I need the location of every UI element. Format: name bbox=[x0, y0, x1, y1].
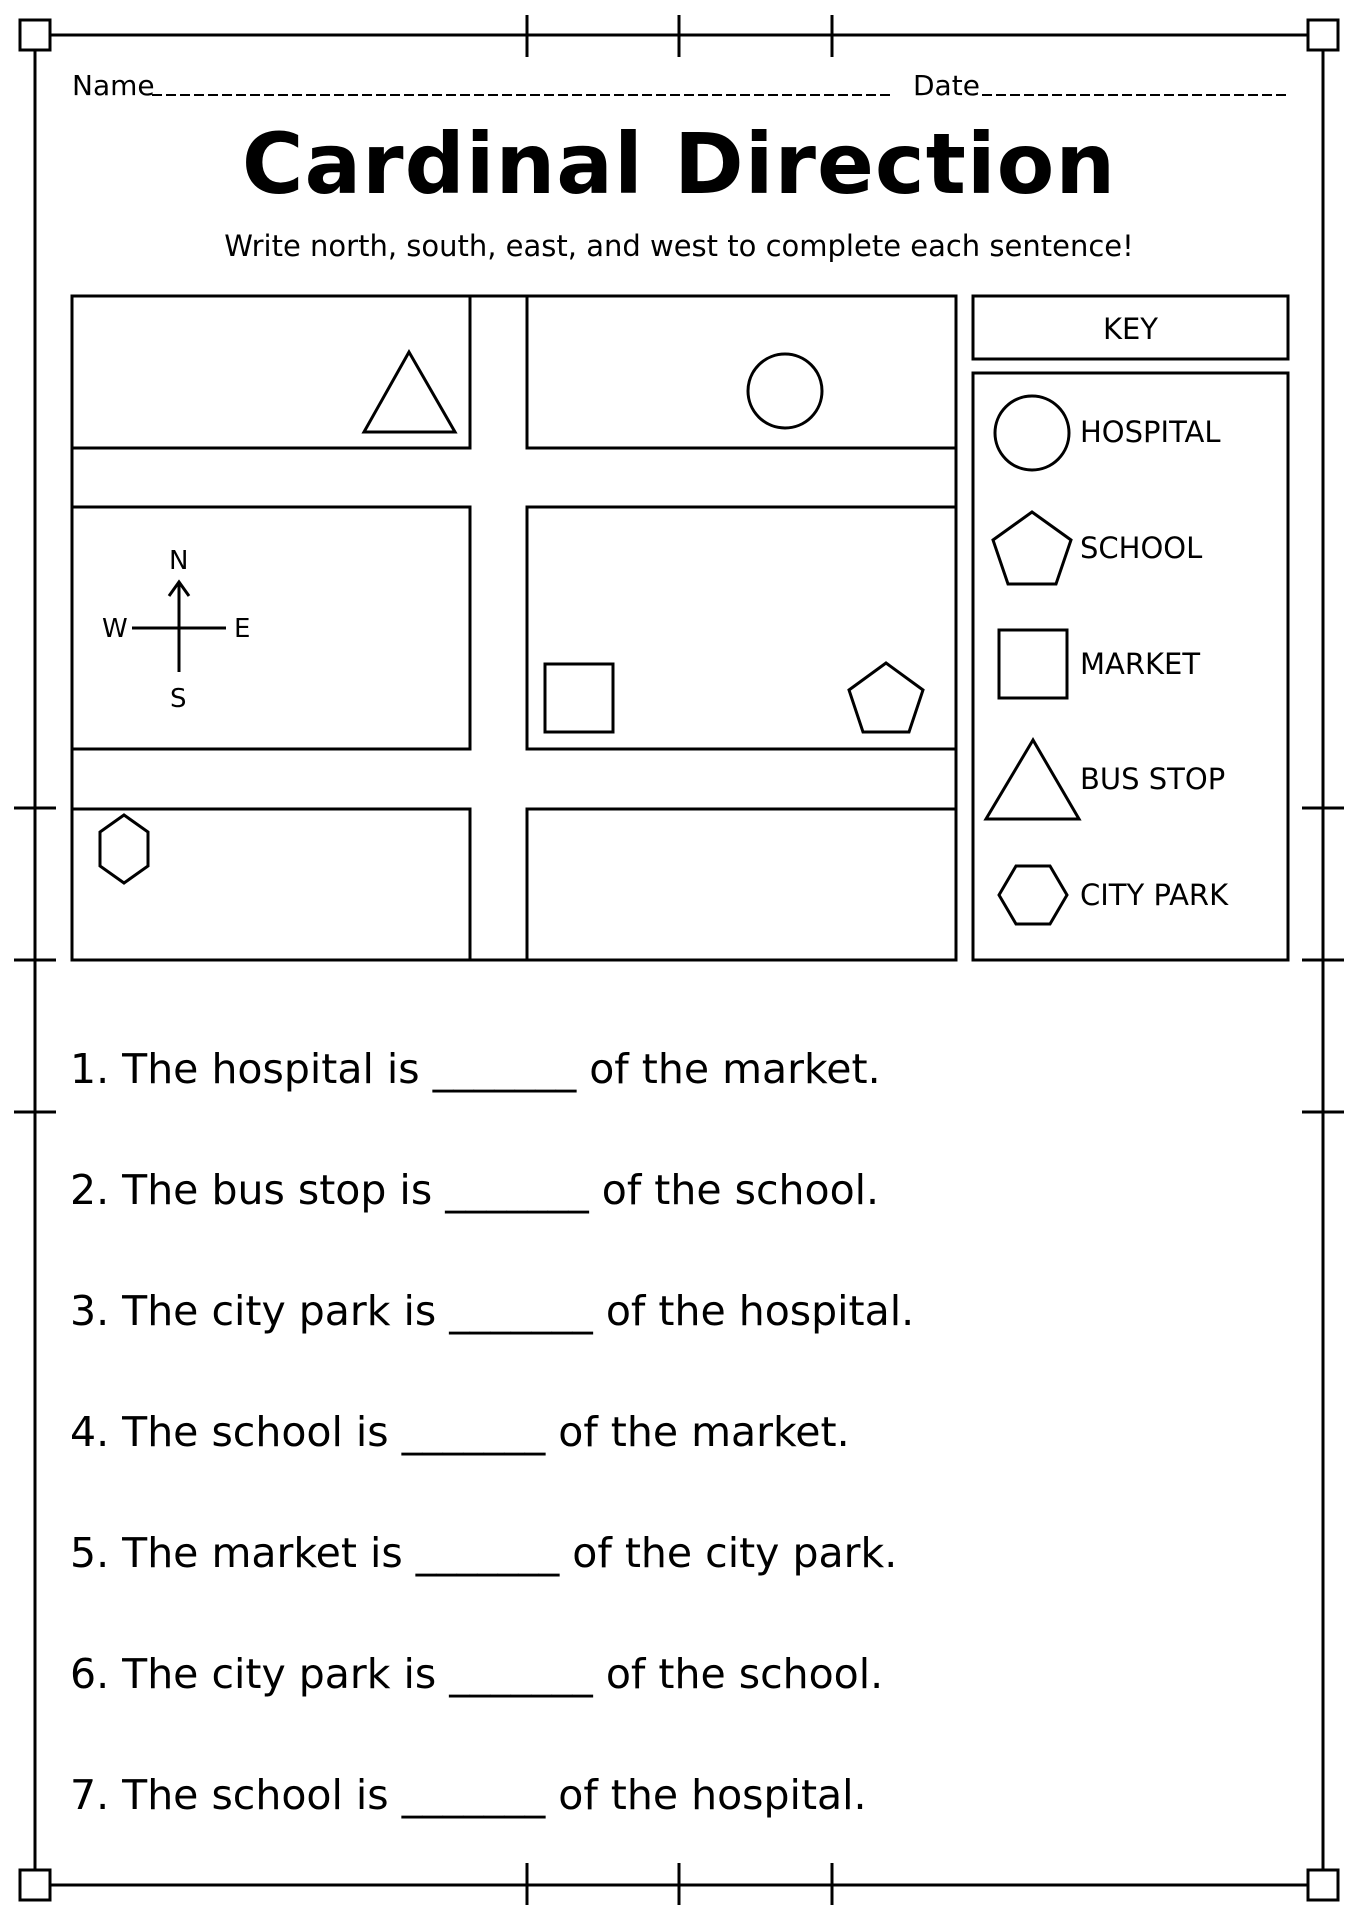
key-label-hospital: HOSPITAL bbox=[1080, 415, 1221, 449]
map-block bbox=[527, 809, 956, 960]
bus-stop-key-icon bbox=[986, 740, 1079, 819]
question-2[interactable]: 2. The bus stop is _______ of the school. bbox=[70, 1166, 880, 1214]
question-3[interactable]: 3. The city park is _______ of the hospital. bbox=[70, 1287, 915, 1335]
question-4[interactable]: 4. The school is _______ of the market. bbox=[70, 1408, 850, 1456]
instructions: Write north, south, east, and west to complete each sentence! bbox=[224, 229, 1134, 263]
question-1[interactable]: 1. The hospital is _______ of the market. bbox=[70, 1045, 881, 1093]
compass-south-label: S bbox=[170, 684, 187, 714]
name-label: Name bbox=[72, 69, 155, 102]
corner-mark bbox=[20, 20, 50, 50]
corner-mark bbox=[1308, 1870, 1338, 1900]
compass-east-label: E bbox=[234, 614, 251, 644]
question-7[interactable]: 7. The school is _______ of the hospital. bbox=[70, 1771, 867, 1819]
question-5[interactable]: 5. The market is _______ of the city park. bbox=[70, 1529, 898, 1577]
hospital-key-icon bbox=[995, 396, 1069, 470]
map-block bbox=[72, 507, 470, 749]
compass-west-label: W bbox=[102, 614, 128, 644]
page-title: Cardinal Direction bbox=[241, 115, 1117, 213]
key-label-city-park: CITY PARK bbox=[1080, 878, 1229, 912]
map-block bbox=[527, 296, 956, 448]
map-block bbox=[72, 809, 470, 960]
bus-stop-map-icon bbox=[364, 352, 455, 432]
date-label: Date bbox=[913, 69, 980, 102]
key-label-bus-stop: BUS STOP bbox=[1080, 762, 1226, 796]
key-title: KEY bbox=[1102, 312, 1159, 346]
map-block bbox=[72, 296, 470, 448]
school-key-icon bbox=[993, 512, 1071, 584]
market-key-icon bbox=[999, 630, 1067, 698]
key-label-school: SCHOOL bbox=[1080, 531, 1203, 565]
city-park-key-icon bbox=[999, 866, 1067, 924]
city-park-map-icon bbox=[100, 815, 148, 883]
market-map-icon bbox=[545, 664, 613, 732]
school-map-icon bbox=[849, 663, 923, 732]
corner-mark bbox=[1308, 20, 1338, 50]
key-label-market: MARKET bbox=[1080, 647, 1201, 681]
map-block bbox=[527, 507, 956, 749]
compass-north-label: N bbox=[169, 546, 189, 576]
corner-mark bbox=[20, 1870, 50, 1900]
hospital-map-icon bbox=[748, 354, 822, 428]
question-6[interactable]: 6. The city park is _______ of the school. bbox=[70, 1650, 884, 1698]
map bbox=[72, 296, 1288, 960]
